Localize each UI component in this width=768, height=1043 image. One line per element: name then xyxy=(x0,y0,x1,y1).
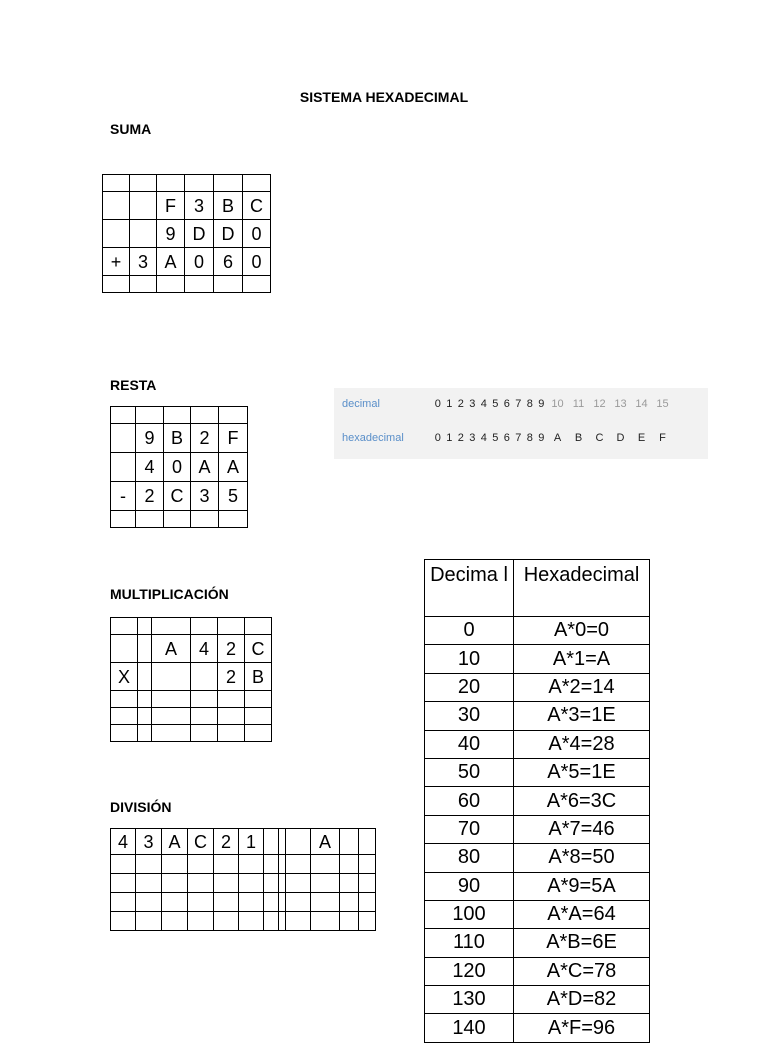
grid-cell xyxy=(111,874,136,893)
grid-cell xyxy=(130,192,157,220)
decimal-label: decimal xyxy=(342,398,380,410)
grid-cell xyxy=(264,874,279,893)
conversion-row xyxy=(425,673,650,701)
reference-value: 8 xyxy=(526,432,533,444)
grid-cell xyxy=(138,725,152,742)
grid-cell xyxy=(286,912,311,931)
grid-cell: B xyxy=(164,424,191,453)
conversion-row xyxy=(425,1014,650,1042)
reference-value: 9 xyxy=(538,432,545,444)
grid-cell xyxy=(152,618,191,635)
decimal-hex-reference-chart xyxy=(334,388,708,459)
division-grid xyxy=(110,828,376,931)
grid-cell: 4 xyxy=(191,635,218,663)
grid-row xyxy=(111,453,248,482)
grid-cell xyxy=(138,663,152,691)
conversion-row xyxy=(425,957,650,985)
grid-row xyxy=(111,407,248,424)
decimal-values xyxy=(432,398,673,410)
grid-cell xyxy=(279,912,286,931)
grid-cell xyxy=(245,618,272,635)
grid-cell xyxy=(130,220,157,248)
grid-cell xyxy=(136,855,162,874)
grid-cell xyxy=(340,855,359,874)
header-hexadecimal: Hexadecimal xyxy=(514,560,650,617)
grid-cell xyxy=(138,635,152,663)
reference-value: 3 xyxy=(469,398,476,410)
grid-cell xyxy=(218,725,245,742)
grid-cell: 2 xyxy=(136,482,164,511)
hexadecimal-values xyxy=(432,432,673,444)
conversion-row xyxy=(425,900,650,928)
hexadecimal-cell: A*7=46 xyxy=(514,815,650,843)
grid-cell xyxy=(111,855,136,874)
grid-cell xyxy=(286,829,311,855)
grid-cell xyxy=(359,893,376,912)
grid-cell xyxy=(152,691,191,708)
grid-cell xyxy=(103,175,130,192)
grid-cell xyxy=(136,893,162,912)
hexadecimal-cell: A*6=3C xyxy=(514,787,650,815)
grid-row xyxy=(111,663,272,691)
reference-value: 5 xyxy=(492,398,499,410)
grid-row xyxy=(111,618,272,635)
grid-cell: A xyxy=(219,453,248,482)
grid-cell xyxy=(279,855,286,874)
decimal-cell: 70 xyxy=(425,815,514,843)
hexadecimal-cell: A*F=96 xyxy=(514,1014,650,1042)
hexadecimal-cell: A*2=14 xyxy=(514,673,650,701)
grid-cell xyxy=(111,511,136,528)
heading-resta: RESTA xyxy=(110,377,157,393)
grid-cell xyxy=(359,829,376,855)
hexadecimal-cell: A*9=5A xyxy=(514,872,650,900)
grid-cell xyxy=(111,893,136,912)
grid-cell xyxy=(188,893,214,912)
grid-row xyxy=(111,874,376,893)
conversion-table xyxy=(424,559,650,1043)
decimal-cell: 40 xyxy=(425,730,514,758)
reference-value: 5 xyxy=(492,432,499,444)
hexadecimal-cell: A*1=A xyxy=(514,645,650,673)
hexadecimal-cell: A*D=82 xyxy=(514,986,650,1014)
reference-value: 1 xyxy=(446,432,453,444)
conversion-row xyxy=(425,929,650,957)
decimal-cell: 100 xyxy=(425,900,514,928)
decimal-cell: 10 xyxy=(425,645,514,673)
grid-cell: A xyxy=(311,829,340,855)
grid-cell xyxy=(138,708,152,725)
grid-cell xyxy=(188,855,214,874)
grid-cell: + xyxy=(103,248,130,276)
grid-cell xyxy=(239,855,264,874)
reference-value: 4 xyxy=(480,432,487,444)
grid-cell xyxy=(359,855,376,874)
grid-cell xyxy=(103,192,130,220)
grid-row xyxy=(111,725,272,742)
grid-cell xyxy=(286,874,311,893)
reference-value: 10 xyxy=(551,398,564,410)
grid-cell xyxy=(111,407,136,424)
reference-value: 9 xyxy=(538,398,545,410)
grid-cell: - xyxy=(111,482,136,511)
heading-suma: SUMA xyxy=(110,121,152,137)
grid-cell xyxy=(162,874,188,893)
grid-cell xyxy=(191,407,219,424)
grid-cell xyxy=(111,708,138,725)
grid-cell xyxy=(130,276,157,293)
decimal-cell: 130 xyxy=(425,986,514,1014)
grid-cell xyxy=(239,874,264,893)
grid-cell: C xyxy=(164,482,191,511)
grid-row xyxy=(111,635,272,663)
reference-value: 7 xyxy=(515,398,522,410)
decimal-cell: 50 xyxy=(425,758,514,786)
grid-cell xyxy=(359,912,376,931)
grid-cell xyxy=(286,855,311,874)
decimal-cell: 140 xyxy=(425,1014,514,1042)
decimal-cell: 60 xyxy=(425,787,514,815)
grid-cell xyxy=(191,618,218,635)
conversion-row xyxy=(425,730,650,758)
grid-cell xyxy=(157,276,185,293)
conversion-row xyxy=(425,986,650,1014)
grid-cell xyxy=(152,663,191,691)
grid-cell xyxy=(219,511,248,528)
grid-cell xyxy=(214,912,239,931)
decimal-cell: 90 xyxy=(425,872,514,900)
grid-cell xyxy=(311,893,340,912)
decimal-cell: 110 xyxy=(425,929,514,957)
decimal-cell: 80 xyxy=(425,844,514,872)
reference-value: E xyxy=(637,432,646,444)
grid-cell xyxy=(311,912,340,931)
reference-value: 1 xyxy=(446,398,453,410)
grid-cell: C xyxy=(243,192,271,220)
hexadecimal-cell: A*8=50 xyxy=(514,844,650,872)
hexadecimal-label: hexadecimal xyxy=(342,432,404,444)
resta-grid xyxy=(110,406,248,528)
grid-cell xyxy=(264,893,279,912)
conversion-header-row xyxy=(425,560,650,617)
grid-cell: 3 xyxy=(185,192,214,220)
grid-cell xyxy=(185,276,214,293)
hexadecimal-cell: A*3=1E xyxy=(514,702,650,730)
conversion-row xyxy=(425,617,650,645)
grid-cell xyxy=(219,407,248,424)
grid-cell: 6 xyxy=(214,248,243,276)
grid-cell: A xyxy=(157,248,185,276)
conversion-row xyxy=(425,815,650,843)
grid-cell: 0 xyxy=(164,453,191,482)
grid-cell: 4 xyxy=(111,829,136,855)
reference-value: 7 xyxy=(515,432,522,444)
grid-cell xyxy=(111,725,138,742)
grid-cell xyxy=(359,874,376,893)
grid-cell xyxy=(164,511,191,528)
decimal-cell: 20 xyxy=(425,673,514,701)
grid-cell: 3 xyxy=(191,482,219,511)
grid-cell xyxy=(214,855,239,874)
decimal-cell: 0 xyxy=(425,617,514,645)
heading-division: DIVISIÓN xyxy=(110,799,172,815)
conversion-row xyxy=(425,645,650,673)
grid-cell: F xyxy=(157,192,185,220)
grid-cell xyxy=(162,893,188,912)
grid-cell: 3 xyxy=(136,829,162,855)
reference-value: 3 xyxy=(469,432,476,444)
grid-row xyxy=(111,511,248,528)
grid-cell: 0 xyxy=(185,248,214,276)
grid-cell: F xyxy=(219,424,248,453)
grid-cell: 1 xyxy=(239,829,264,855)
grid-cell xyxy=(111,618,138,635)
grid-cell xyxy=(136,511,164,528)
grid-cell xyxy=(245,725,272,742)
reference-value: C xyxy=(595,432,604,444)
grid-cell xyxy=(243,175,271,192)
reference-value: B xyxy=(574,432,583,444)
heading-multiplicacion: MULTIPLICACIÓN xyxy=(110,586,229,602)
reference-value: 6 xyxy=(503,432,510,444)
grid-cell xyxy=(245,708,272,725)
conversion-row xyxy=(425,758,650,786)
grid-cell xyxy=(279,829,286,855)
grid-cell: A xyxy=(152,635,191,663)
grid-row xyxy=(103,220,271,248)
grid-cell xyxy=(103,276,130,293)
reference-value: 15 xyxy=(656,398,669,410)
grid-cell xyxy=(136,874,162,893)
grid-cell xyxy=(214,276,243,293)
grid-cell xyxy=(191,691,218,708)
grid-cell: 0 xyxy=(243,248,271,276)
grid-row xyxy=(111,708,272,725)
grid-cell xyxy=(218,691,245,708)
grid-row xyxy=(103,175,271,192)
reference-value: 13 xyxy=(614,398,627,410)
hexadecimal-cell: A*4=28 xyxy=(514,730,650,758)
grid-cell xyxy=(311,855,340,874)
grid-cell xyxy=(286,893,311,912)
grid-cell xyxy=(152,725,191,742)
grid-cell xyxy=(340,874,359,893)
grid-cell: B xyxy=(245,663,272,691)
grid-cell xyxy=(191,511,219,528)
grid-cell xyxy=(340,829,359,855)
grid-cell xyxy=(264,912,279,931)
grid-cell: 2 xyxy=(218,663,245,691)
grid-cell xyxy=(152,708,191,725)
grid-cell xyxy=(214,874,239,893)
grid-cell xyxy=(239,893,264,912)
suma-grid xyxy=(102,174,271,293)
grid-cell xyxy=(185,175,214,192)
reference-value: 0 xyxy=(434,432,441,444)
grid-cell: A xyxy=(162,829,188,855)
grid-cell xyxy=(243,276,271,293)
conversion-row xyxy=(425,787,650,815)
grid-cell: 2 xyxy=(191,424,219,453)
grid-cell: C xyxy=(245,635,272,663)
decimal-cell: 120 xyxy=(425,957,514,985)
grid-row xyxy=(103,248,271,276)
grid-cell xyxy=(245,691,272,708)
reference-value: 8 xyxy=(526,398,533,410)
grid-cell xyxy=(138,618,152,635)
reference-value: 11 xyxy=(572,398,585,410)
grid-cell: 9 xyxy=(157,220,185,248)
grid-cell xyxy=(191,663,218,691)
grid-row xyxy=(111,893,376,912)
grid-cell xyxy=(111,691,138,708)
grid-cell xyxy=(188,912,214,931)
grid-cell: 3 xyxy=(130,248,157,276)
hexadecimal-cell: A*A=64 xyxy=(514,900,650,928)
header-decimal: Decima l xyxy=(425,560,514,617)
grid-cell xyxy=(188,874,214,893)
grid-cell xyxy=(239,912,264,931)
grid-cell xyxy=(264,855,279,874)
grid-cell xyxy=(111,424,136,453)
grid-cell: D xyxy=(214,220,243,248)
grid-row xyxy=(103,192,271,220)
grid-cell xyxy=(162,912,188,931)
reference-value: A xyxy=(553,432,562,444)
grid-row xyxy=(111,912,376,931)
grid-cell xyxy=(340,893,359,912)
grid-cell: C xyxy=(188,829,214,855)
conversion-row xyxy=(425,702,650,730)
grid-row xyxy=(111,855,376,874)
reference-value: 6 xyxy=(503,398,510,410)
grid-cell xyxy=(218,708,245,725)
grid-cell xyxy=(214,893,239,912)
grid-cell xyxy=(130,175,157,192)
conversion-row xyxy=(425,844,650,872)
grid-cell xyxy=(164,407,191,424)
grid-cell xyxy=(279,893,286,912)
grid-row xyxy=(111,691,272,708)
reference-value: F xyxy=(659,432,666,444)
grid-cell xyxy=(111,912,136,931)
conversion-row xyxy=(425,872,650,900)
grid-cell: 2 xyxy=(218,635,245,663)
grid-cell xyxy=(138,691,152,708)
grid-cell xyxy=(111,635,138,663)
multiplicacion-grid xyxy=(110,617,272,742)
reference-value: 2 xyxy=(457,432,464,444)
reference-value: D xyxy=(616,432,625,444)
reference-value: 0 xyxy=(434,398,441,410)
grid-cell: X xyxy=(111,663,138,691)
grid-cell xyxy=(218,618,245,635)
reference-value: 12 xyxy=(593,398,606,410)
grid-cell: 5 xyxy=(219,482,248,511)
reference-value: 2 xyxy=(457,398,464,410)
hexadecimal-cell: A*C=78 xyxy=(514,957,650,985)
reference-value: 14 xyxy=(635,398,648,410)
grid-cell xyxy=(279,874,286,893)
grid-row xyxy=(111,424,248,453)
grid-cell xyxy=(103,220,130,248)
grid-cell xyxy=(191,708,218,725)
grid-cell xyxy=(214,175,243,192)
hexadecimal-cell: A*0=0 xyxy=(514,617,650,645)
grid-cell: 2 xyxy=(214,829,239,855)
grid-cell: D xyxy=(185,220,214,248)
grid-row xyxy=(111,482,248,511)
decimal-cell: 30 xyxy=(425,702,514,730)
grid-cell xyxy=(264,829,279,855)
grid-cell: A xyxy=(191,453,219,482)
grid-cell xyxy=(157,175,185,192)
hexadecimal-cell: A*5=1E xyxy=(514,758,650,786)
grid-row xyxy=(103,276,271,293)
grid-cell: 0 xyxy=(243,220,271,248)
reference-value: 4 xyxy=(480,398,487,410)
grid-cell xyxy=(136,912,162,931)
grid-cell xyxy=(340,912,359,931)
grid-cell: 9 xyxy=(136,424,164,453)
grid-cell: 4 xyxy=(136,453,164,482)
grid-cell xyxy=(311,874,340,893)
grid-row xyxy=(111,829,376,855)
hexadecimal-cell: A*B=6E xyxy=(514,929,650,957)
grid-cell xyxy=(162,855,188,874)
page-title: SISTEMA HEXADECIMAL xyxy=(299,89,469,105)
grid-cell xyxy=(136,407,164,424)
grid-cell xyxy=(111,453,136,482)
grid-cell xyxy=(191,725,218,742)
grid-cell: B xyxy=(214,192,243,220)
